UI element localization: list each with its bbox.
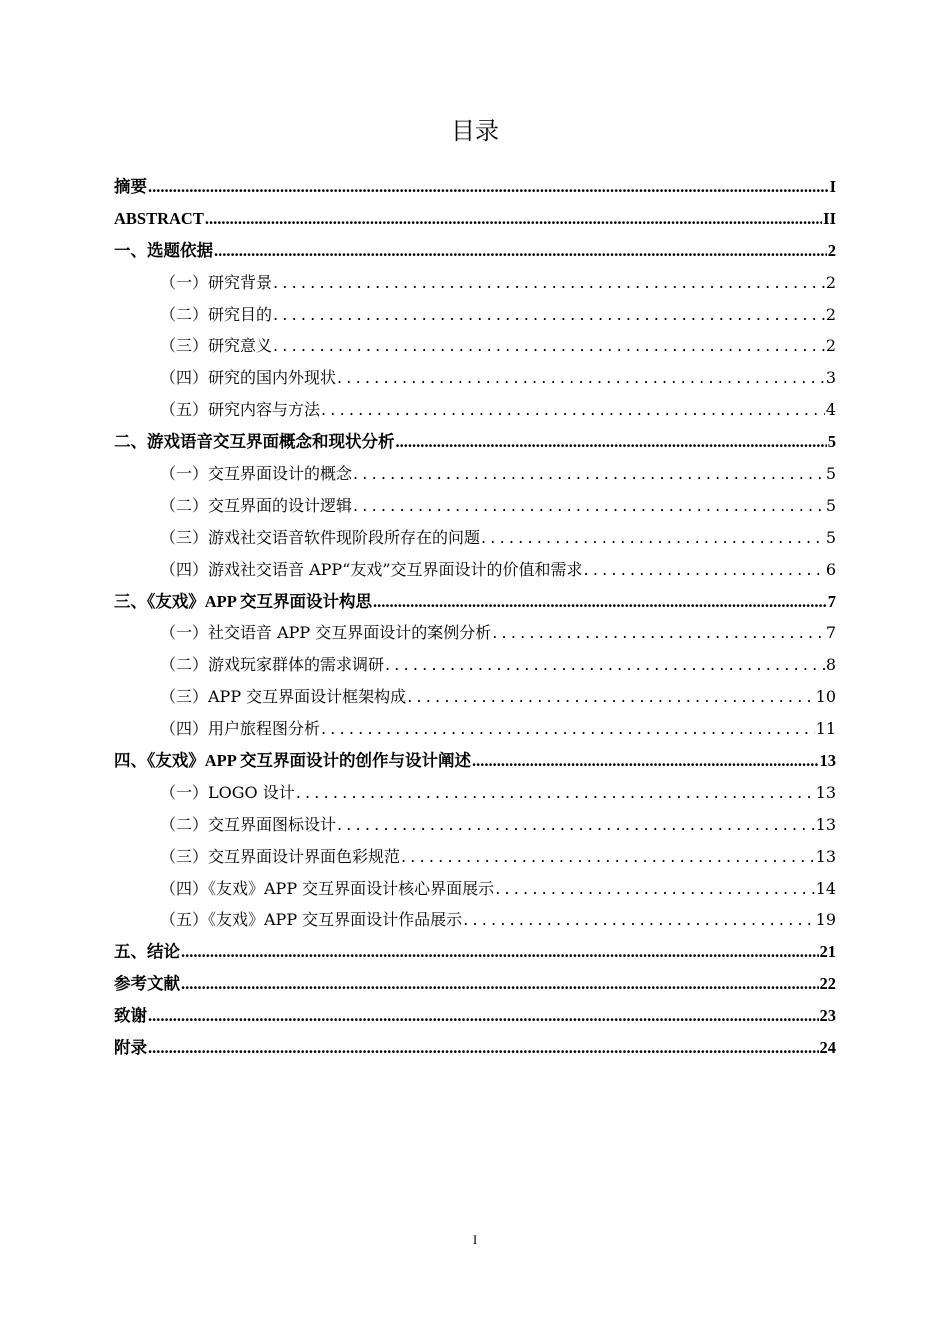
toc-entry-page-number: 2 [825, 336, 836, 356]
dot-leader [214, 235, 827, 267]
toc-entry-section[interactable] [114, 841, 836, 873]
toc-entry-chapter[interactable] [114, 745, 836, 777]
toc-entry-page-number: 5 [825, 495, 836, 515]
toc-entry-label: （五）研究内容与方法 [160, 400, 321, 420]
toc-entry-page-number: 10 [815, 687, 836, 707]
toc-entry-label: （一）交互界面设计的概念 [160, 464, 353, 484]
toc-entry-page-number: 13 [815, 782, 836, 802]
dot-leader [353, 458, 825, 490]
toc-entry-chapter[interactable] [114, 171, 836, 203]
toc-entry-page-number: 21 [819, 942, 836, 962]
dot-leader [463, 904, 814, 936]
toc-entry-page-number: 3 [825, 368, 836, 388]
dot-leader [273, 330, 825, 362]
toc-entry-label: （三）APP 交互界面设计框架构成 [160, 687, 407, 707]
toc-entry-section[interactable] [114, 777, 836, 809]
toc-entry-chapter[interactable] [114, 203, 836, 235]
toc-entry-label: （三）研究意义 [160, 336, 273, 356]
toc-entry-label: 摘要 [114, 177, 147, 196]
toc-entry-page-number: 5 [825, 464, 836, 484]
dot-leader [481, 522, 825, 554]
dot-leader [148, 1032, 819, 1064]
toc-entry-page-number: 13 [815, 846, 836, 866]
toc-entry-label: （二）交互界面的设计逻辑 [160, 495, 353, 515]
toc-entry-label: （一）研究背景 [160, 272, 273, 292]
toc-entry-chapter[interactable] [114, 936, 836, 968]
dot-leader [407, 681, 814, 713]
toc-entry-section[interactable] [114, 522, 836, 554]
toc-entry-page-number: 11 [815, 719, 836, 739]
dot-leader [337, 809, 815, 841]
dot-leader [205, 203, 822, 235]
page-title: 目录 [451, 117, 499, 145]
toc-entry-label: （三）交互界面设计界面色彩规范 [160, 846, 401, 866]
toc-entry-page-number: 5 [825, 527, 836, 547]
toc-entry-label: 参考文献 [114, 974, 180, 994]
toc-entry-label: （四）研究的国内外现状 [160, 368, 337, 388]
toc-entry-section[interactable] [114, 904, 836, 936]
toc-entry-section[interactable] [114, 330, 836, 362]
toc-entry-section[interactable] [114, 617, 836, 649]
toc-entry-page-number: 13 [819, 751, 836, 771]
toc-entry-section[interactable] [114, 681, 836, 713]
toc-entry-section[interactable] [114, 713, 836, 745]
toc-entry-page-number: 8 [825, 655, 836, 675]
dot-leader [492, 617, 825, 649]
toc-entry-section[interactable] [114, 649, 836, 681]
toc-entry-label: 致谢 [114, 1006, 147, 1026]
toc-entry-label: （二）研究目的 [160, 304, 273, 324]
toc-entry-section[interactable] [114, 554, 836, 586]
toc-entry-section[interactable] [114, 490, 836, 522]
toc-entry-chapter[interactable] [114, 586, 836, 618]
toc-entry-page-number: 6 [825, 559, 836, 579]
toc-entry-page-number: 4 [825, 400, 836, 420]
toc-entry-page-number: 2 [825, 272, 836, 292]
dot-leader [353, 490, 825, 522]
toc-entry-label: （二）游戏玩家群体的需求调研 [160, 655, 385, 675]
dot-leader [396, 426, 827, 458]
toc-entry-chapter[interactable] [114, 235, 836, 267]
dot-leader [181, 968, 819, 1000]
toc-entry-section[interactable] [114, 267, 836, 299]
dot-leader [273, 299, 825, 331]
toc-entry-page-number: 14 [815, 878, 836, 898]
toc-entry-label: （四）游戏社交语音 APP“友戏”交互界面设计的价值和需求 [160, 559, 583, 579]
toc-entry-label: 附录 [114, 1038, 147, 1058]
toc-entry-label: （三）游戏社交语音软件现阶段所存在的问题 [160, 527, 481, 547]
toc-entry-page-number: 7 [825, 623, 836, 643]
footer-page-number: I [472, 1232, 478, 1247]
table-of-contents [114, 171, 836, 1064]
dot-leader [373, 586, 827, 618]
toc-entry-page-number: 2 [825, 304, 836, 324]
toc-entry-chapter[interactable] [114, 1000, 836, 1032]
dot-leader [385, 649, 825, 681]
dot-leader [148, 1000, 819, 1032]
toc-entry-section[interactable] [114, 394, 836, 426]
dot-leader [273, 267, 825, 299]
dot-leader [472, 745, 818, 777]
toc-entry-chapter[interactable] [114, 426, 836, 458]
toc-entry-section[interactable] [114, 809, 836, 841]
dot-leader [321, 394, 825, 426]
toc-entry-label: ABSTRACT [114, 208, 204, 228]
dot-leader [337, 362, 825, 394]
toc-entry-page-number: I [829, 177, 836, 196]
toc-entry-page-number: 13 [815, 814, 836, 834]
toc-entry-label: 四、《友戏》APP 交互界面设计的创作与设计阐述 [114, 751, 472, 771]
toc-entry-label: 一、选题依据 [114, 240, 213, 260]
toc-entry-section[interactable] [114, 299, 836, 331]
toc-entry-page-number: 24 [819, 1038, 836, 1058]
dot-leader [321, 713, 815, 745]
toc-entry-chapter[interactable] [114, 1032, 836, 1064]
toc-entry-page-number: II [823, 208, 836, 228]
toc-entry-chapter[interactable] [114, 968, 836, 1000]
toc-entry-label: 二、游戏语音交互界面概念和现状分析 [114, 432, 395, 452]
dot-leader [401, 841, 815, 873]
toc-entry-label: 三、《友戏》APP 交互界面设计构思 [114, 591, 373, 611]
toc-entry-label: 五、结论 [114, 942, 180, 962]
dot-leader [148, 171, 829, 203]
toc-entry-label: （一）LOGO 设计 [160, 782, 295, 802]
dot-leader [296, 777, 815, 809]
toc-entry-page-number: 5 [827, 432, 836, 452]
dot-leader [584, 554, 825, 586]
toc-entry-section[interactable] [114, 873, 836, 905]
toc-entry-label: （四）用户旅程图分析 [160, 719, 321, 739]
toc-entry-label: （五）《友戏》APP 交互界面设计作品展示 [160, 910, 463, 930]
toc-entry-label: （四）《友戏》APP 交互界面设计核心界面展示 [160, 878, 495, 898]
toc-entry-label: （一）社交语音 APP 交互界面设计的案例分析 [160, 623, 492, 643]
dot-leader [181, 936, 819, 968]
toc-entry-page-number: 19 [815, 910, 836, 930]
toc-entry-page-number: 22 [819, 974, 836, 994]
toc-entry-page-number: 2 [827, 240, 836, 260]
toc-entry-section[interactable] [114, 458, 836, 490]
toc-entry-page-number: 7 [827, 591, 836, 611]
dot-leader [495, 873, 814, 905]
toc-entry-page-number: 23 [819, 1006, 836, 1026]
toc-entry-label: （二）交互界面图标设计 [160, 814, 337, 834]
toc-entry-section[interactable] [114, 362, 836, 394]
